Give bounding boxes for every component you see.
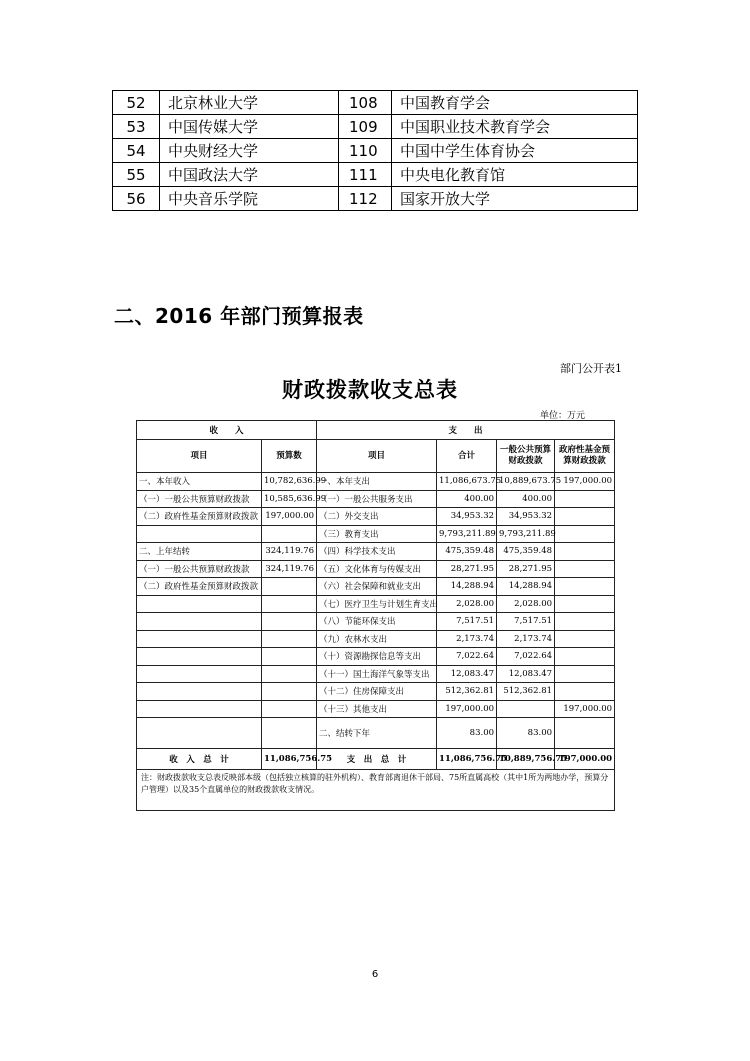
university-name: 北京林业大学 [160, 91, 339, 115]
income-item [137, 525, 262, 543]
expense-general: 34,953.32 [497, 508, 555, 526]
expense-item: （九）农林水支出 [317, 630, 437, 648]
expense-total: 28,271.95 [437, 560, 497, 578]
income-amount: 197,000.00 [262, 508, 317, 526]
expense-fund [555, 665, 615, 683]
expense-fund [555, 648, 615, 666]
income-amount [262, 595, 317, 613]
income-item: （二）政府性基金预算财政拨款 [137, 578, 262, 596]
expense-general: 512,362.81 [497, 683, 555, 701]
row-number: 109 [339, 115, 392, 139]
expense-total: 2,028.00 [437, 595, 497, 613]
row-number: 112 [339, 187, 392, 211]
expense-fund [555, 525, 615, 543]
expense-item: （十三）其他支出 [317, 700, 437, 718]
organization-name: 中国职业技术教育学会 [392, 115, 638, 139]
income-amount [262, 613, 317, 631]
expense-item: （六）社会保障和就业支出 [317, 578, 437, 596]
income-item [137, 595, 262, 613]
expense-item: （二）外交支出 [317, 508, 437, 526]
section-title: 二、2016 年部门预算报表 [114, 304, 364, 328]
income-item: （一）一般公共预算财政拨款 [137, 490, 262, 508]
university-name: 中央财经大学 [160, 139, 339, 163]
expense-item: （十）资源勘探信息等支出 [317, 648, 437, 666]
expense-total: 9,793,211.89 [437, 525, 497, 543]
table-row [137, 560, 615, 578]
row-number: 110 [339, 139, 392, 163]
expense-fund [555, 578, 615, 596]
expense-general: 475,359.48 [497, 543, 555, 561]
table-row [137, 700, 615, 718]
expense-item: （十一）国土海洋气象等支出 [317, 665, 437, 683]
row-number: 108 [339, 91, 392, 115]
income-item [137, 700, 262, 718]
expense-item: （十二）住房保障支出 [317, 683, 437, 701]
income-amount [262, 700, 317, 718]
col-budget-amount: 预算数 [262, 440, 317, 473]
expense-general: 10,889,673.75 [497, 473, 555, 491]
income-amount: 324,119.76 [262, 543, 317, 561]
expense-total: 14,288.94 [437, 578, 497, 596]
table-row [137, 578, 615, 596]
expense-total-label: 支 出 总 计 [317, 749, 437, 770]
expense-item: （五）文化体育与传媒支出 [317, 560, 437, 578]
expense-general [497, 700, 555, 718]
expense-general: 2,173.74 [497, 630, 555, 648]
expense-total: 400.00 [437, 490, 497, 508]
organization-name: 国家开放大学 [392, 187, 638, 211]
table-row [137, 473, 615, 491]
income-amount: 10,585,636.99 [262, 490, 317, 508]
expense-total: 83.00 [437, 718, 497, 749]
header-column-row [137, 440, 615, 473]
page-number: 6 [371, 969, 379, 980]
income-amount [262, 578, 317, 596]
expense-total: 7,517.51 [437, 613, 497, 631]
income-amount: 324,119.76 [262, 560, 317, 578]
row-number: 53 [113, 115, 160, 139]
expense-total: 475,359.48 [437, 543, 497, 561]
row-number: 111 [339, 163, 392, 187]
expense-total: 197,000.00 [437, 700, 497, 718]
col-total: 合计 [437, 440, 497, 473]
table-row [137, 613, 615, 631]
row-number: 56 [113, 187, 160, 211]
budget-table-title: 财政拨款收支总表 [282, 377, 458, 402]
expense-general: 83.00 [497, 718, 555, 749]
university-table [112, 90, 638, 211]
expense-item: （四）科学技术支出 [317, 543, 437, 561]
row-number: 54 [113, 139, 160, 163]
unit-label: 单位：万元 [540, 411, 586, 421]
header-group-row [137, 421, 615, 440]
income-amount [262, 525, 317, 543]
income-item [137, 648, 262, 666]
expense-fund [555, 683, 615, 701]
table-row [137, 595, 615, 613]
budget-table [136, 420, 615, 811]
expense-total: 2,173.74 [437, 630, 497, 648]
income-item [137, 630, 262, 648]
expense-fund [555, 560, 615, 578]
col-general-budget: 一般公共预算财政拨款 [497, 440, 555, 473]
university-row [113, 187, 638, 211]
expense-header: 支 出 [317, 421, 615, 440]
university-name: 中国政法大学 [160, 163, 339, 187]
university-name: 中央音乐学院 [160, 187, 339, 211]
expense-total: 512,362.81 [437, 683, 497, 701]
income-amount [262, 665, 317, 683]
expense-total: 12,083.47 [437, 665, 497, 683]
university-row [113, 91, 638, 115]
organization-name: 中国中学生体育协会 [392, 139, 638, 163]
expense-fund [555, 595, 615, 613]
income-item [137, 718, 262, 749]
expense-general: 28,271.95 [497, 560, 555, 578]
income-amount [262, 648, 317, 666]
income-amount [262, 683, 317, 701]
col-item-expense: 项目 [317, 440, 437, 473]
table-row [137, 543, 615, 561]
table-tag: 部门公开表1 [560, 362, 622, 375]
income-amount: 10,782,636.99 [262, 473, 317, 491]
expense-general: 9,793,211.89 [497, 525, 555, 543]
income-total-amount: 11,086,756.75 [262, 749, 317, 770]
expense-item: 一、本年支出 [317, 473, 437, 491]
income-amount [262, 630, 317, 648]
income-header: 收 入 [137, 421, 317, 440]
table-row [137, 665, 615, 683]
income-item [137, 613, 262, 631]
university-name: 中国传媒大学 [160, 115, 339, 139]
expense-item: 二、结转下年 [317, 718, 437, 749]
expense-fund: 197,000.00 [555, 700, 615, 718]
table-row [137, 683, 615, 701]
expense-fund [555, 490, 615, 508]
income-item: 二、上年结转 [137, 543, 262, 561]
organization-name: 中国教育学会 [392, 91, 638, 115]
expense-total: 11,086,673.75 [437, 473, 497, 491]
expense-general: 12,083.47 [497, 665, 555, 683]
income-total-label: 收 入 总 计 [137, 749, 262, 770]
expense-item: （七）医疗卫生与计划生育支出 [317, 595, 437, 613]
row-number: 52 [113, 91, 160, 115]
expense-fund [555, 543, 615, 561]
expense-fund [555, 630, 615, 648]
col-item-income: 项目 [137, 440, 262, 473]
note-row [137, 770, 615, 811]
expense-general: 14,288.94 [497, 578, 555, 596]
income-item [137, 683, 262, 701]
table-note: 注：财政拨款收支总表反映部本级（包括独立核算的驻外机构）、教育部离退休干部局、75所直属高校（其中1所为两地办学，预算分户管理）以及35个直属单位的财政拨款收支情况。 [137, 770, 615, 811]
expense-item: （八）节能环保支出 [317, 613, 437, 631]
expense-item: （三）教育支出 [317, 525, 437, 543]
income-amount [262, 718, 317, 749]
expense-fund [555, 613, 615, 631]
university-row [113, 163, 638, 187]
col-fund-budget: 政府性基金预算财政拨款 [555, 440, 615, 473]
expense-item: （一）一般公共服务支出 [317, 490, 437, 508]
total-row [137, 749, 615, 770]
income-item: （一）一般公共预算财政拨款 [137, 560, 262, 578]
expense-fund: 197,000.00 [555, 749, 615, 770]
table-row [137, 525, 615, 543]
income-item: （二）政府性基金预算财政拨款 [137, 508, 262, 526]
organization-name: 中央电化教育馆 [392, 163, 638, 187]
expense-general: 400.00 [497, 490, 555, 508]
expense-total: 7,022.64 [437, 648, 497, 666]
expense-fund [555, 718, 615, 749]
expense-total: 11,086,756.75 [437, 749, 497, 770]
expense-fund [555, 508, 615, 526]
table-row [137, 648, 615, 666]
expense-general: 2,028.00 [497, 595, 555, 613]
university-row [113, 139, 638, 163]
expense-general: 7,022.64 [497, 648, 555, 666]
table-row [137, 630, 615, 648]
expense-general: 7,517.51 [497, 613, 555, 631]
university-row [113, 115, 638, 139]
table-row [137, 490, 615, 508]
table-row [137, 508, 615, 526]
expense-total: 34,953.32 [437, 508, 497, 526]
expense-fund: 197,000.00 [555, 473, 615, 491]
carry-forward-row [137, 718, 615, 749]
expense-general: 10,889,756.75 [497, 749, 555, 770]
row-number: 55 [113, 163, 160, 187]
income-item [137, 665, 262, 683]
income-item: 一、本年收入 [137, 473, 262, 491]
